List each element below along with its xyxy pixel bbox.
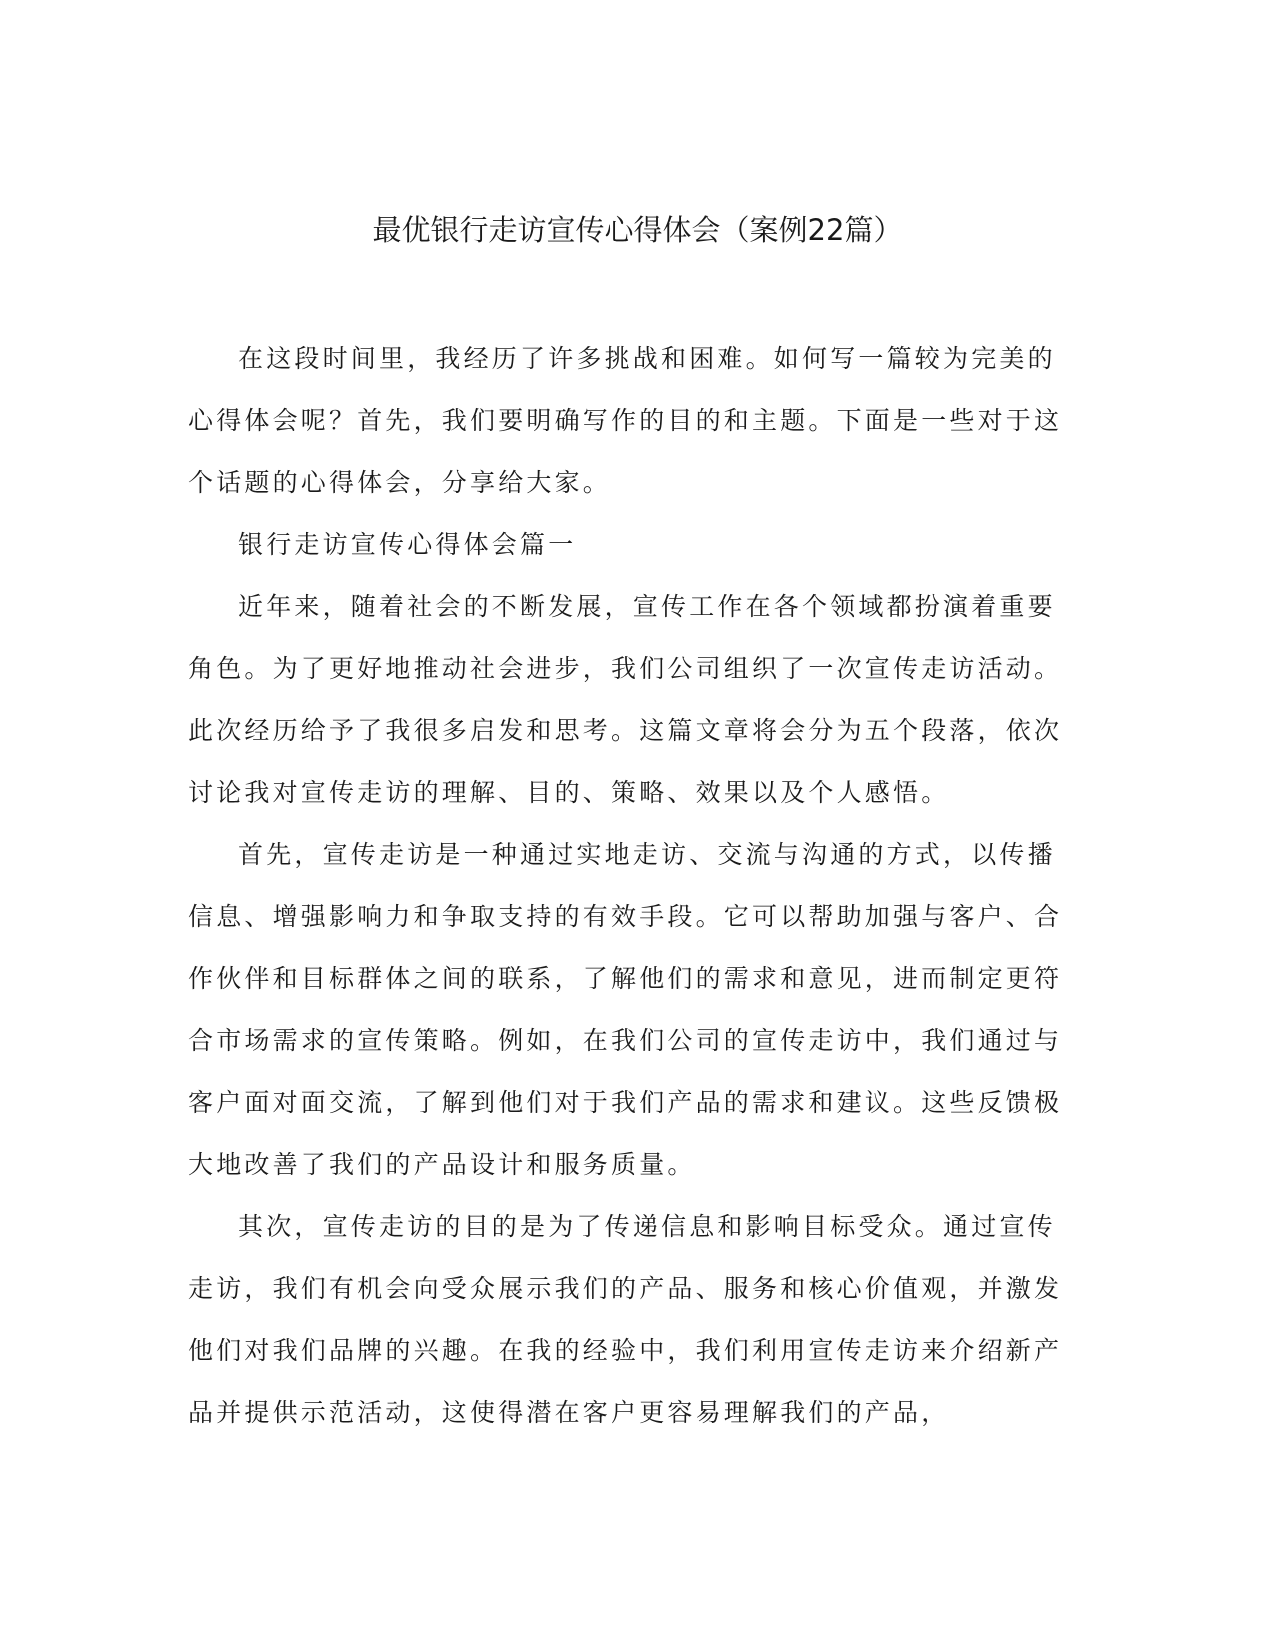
- paragraph-2: 首先，宣传走访是一种通过实地走访、交流与沟通的方式，以传播信息、增强影响力和争取支持的有效手段。它可以帮助加强与客户、合作伙伴和目标群体之间的联系，了解他们的需求和意见，进而制定更符合市场需求的宣传策略。例如，在我们公司的宣传走访中，我们通过与客户面对面交流，了解到他们对于我们产品的需求和建议。这些反馈极大地改善了我们的产品设计和服务质量。: [188, 840, 1063, 1179]
- document-body: [188, 328, 1078, 1444]
- section-heading: 银行走访宣传心得体会篇一: [238, 530, 577, 559]
- paragraph-intro: 在这段时间里，我经历了许多挑战和困难。如何写一篇较为完美的心得体会呢？首先，我们要明确写作的目的和主题。下面是一些对于这个话题的心得体会，分享给大家。: [188, 344, 1063, 497]
- document-title: 最优银行走访宣传心得体会（案例22篇）: [372, 213, 903, 247]
- paragraph-3: 其次，宣传走访的目的是为了传递信息和影响目标受众。通过宣传走访，我们有机会向受众展示我们的产品、服务和核心价值观，并激发他们对我们品牌的兴趣。在我的经验中，我们利用宣传走访来介绍新产品并提供示范活动，这使得潜在客户更容易理解我们的产品，: [188, 1212, 1063, 1427]
- paragraph-1: 近年来，随着社会的不断发展，宣传工作在各个领域都扮演着重要角色。为了更好地推动社会进步，我们公司组织了一次宣传走访活动。此次经历给予了我很多启发和思考。这篇文章将会分为五个段落，依次讨论我对宣传走访的理解、目的、策略、效果以及个人感悟。: [188, 592, 1063, 807]
